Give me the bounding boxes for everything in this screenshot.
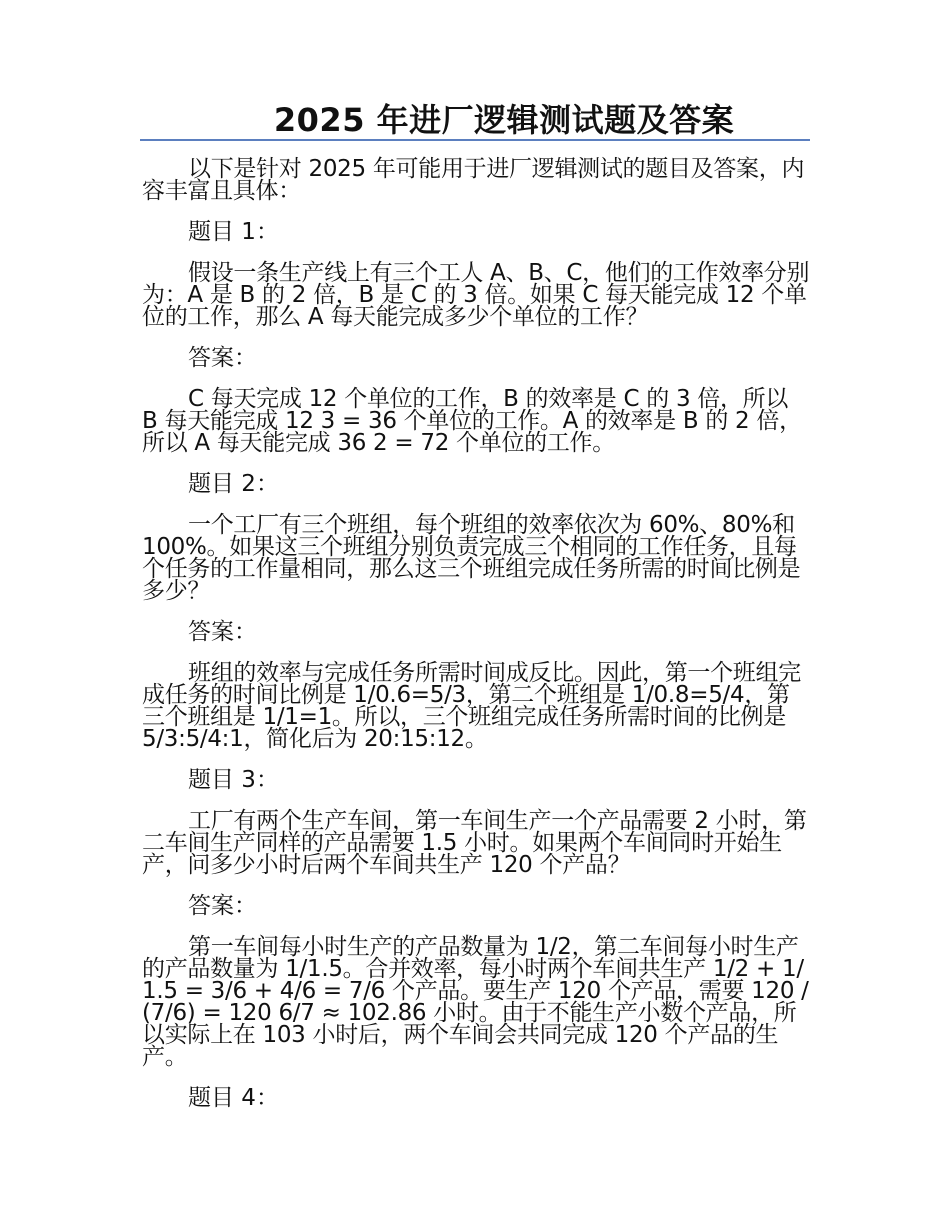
answer-3-text: 第一车间每小时生产的产品数量为 1/2，第二车间每小时生产的产品数量为 1/1.5。合并效率，每小时两个车间共生产 1/2 + 1/1.5 = 3/6 + 4/6 = 7/6 个产品。要生产 120 个产品，需要 120 / (7/6) = 120 6/7 ≈ 102.86 小时。由于不能生产小数个产品，所以实际上在 103 小时后，两个车间会共同完成 120 个产品的生产。 [142, 934, 809, 1070]
intro-paragraph: 以下是针对 2025 年可能用于进厂逻辑测试的题目及答案，内容丰富且具体： [142, 156, 805, 204]
question-4-label: 题目 4： [188, 1085, 279, 1111]
title-underline [140, 139, 810, 141]
question-1-label: 题目 1： [188, 219, 279, 245]
answer-2-text: 班组的效率与完成任务所需时间成反比。因此，第一个班组完成任务的时间比例是 1/0.6=5/3，第二个班组是 1/0.8=5/4，第三个班组是 1/1=1。所以，三个班组完成任务所需时间的比例是 5/3:5/4:1，简化后为 20:15:12。 [142, 660, 801, 752]
answer-1-label: 答案： [188, 345, 257, 371]
answer-3-label: 答案： [188, 893, 257, 919]
question-2-label: 题目 2： [188, 471, 279, 497]
document-body [142, 158, 810, 1128]
answer-1-text: C 每天完成 12 个单位的工作，B 的效率是 C 的 3 倍，所以 B 每天能完成 12 3 = 36 个单位的工作。A 的效率是 B 的 2 倍，所以 A 每天能完成 36 2 = 72 个单位的工作。 [142, 386, 802, 456]
document-title: 2025 年进厂逻辑测试题及答案 [273, 101, 735, 139]
question-1-text: 假设一条生产线上有三个工人 A、B、C，他们的工作效率分别为：A 是 B 的 2 倍，B 是 C 的 3 倍。如果 C 每天能完成 12 个单位的工作，那么 A 每天能完成多少个单位的工作？ [142, 260, 810, 330]
question-3-label: 题目 3： [188, 767, 279, 793]
question-2-text: 一个工厂有三个班组，每个班组的效率依次为 60%、80%和 100%。如果这三个班组分别负责完成三个相同的工作任务，且每个任务的工作量相同，那么这三个班组完成任务所需的时间比例是多少？ [142, 512, 801, 604]
question-3-text: 工厂有两个生产车间，第一车间生产一个产品需要 2 小时，第二车间生产同样的产品需要 1.5 小时。如果两个车间同时开始生产，问多少小时后两个车间共生产 120 个产品？ [142, 808, 807, 878]
answer-2-label: 答案： [188, 619, 257, 645]
